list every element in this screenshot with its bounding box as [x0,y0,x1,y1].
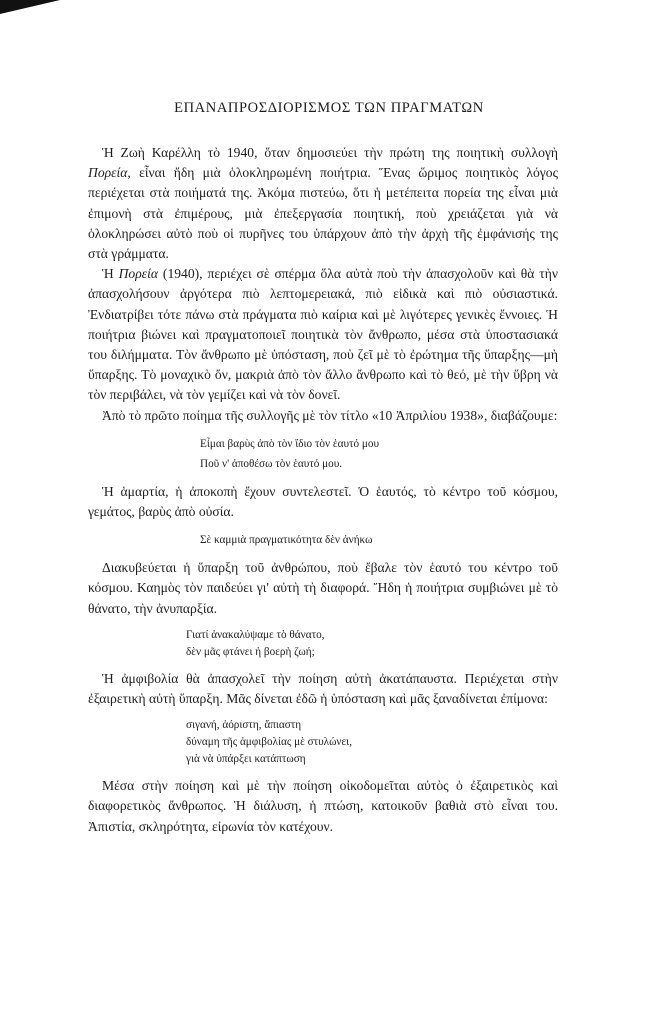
poem-quote-1 [88,434,558,474]
poem-quote-3 [88,627,558,661]
paragraph-4: Ἡ ἁμαρτία, ἡ ἀποκοπὴ ἔχουν συντελεστεῖ. Ὁ ἑαυτός, τὸ κέντρο τοῦ κόσμου, γεμάτος, βαρὺς ἀπὸ οὐσία. [88,483,558,520]
document-page [88,96,558,837]
paragraph-7: Μέσα στὴν ποίηση καὶ μὲ τὴν ποίηση οἰκοδομεῖται αὐτὸς ὁ ἐξαιρετικὸς καὶ διαφορετικὸς ἄνθρωπος. Ἡ διάλυση, ἡ πτώση, κατοικοῦν βαθιὰ στὸ εἶναι του. Ἀπιστία, σκληρότητα, εἰρωνία τὸν κατέχουν. [88,778,558,834]
paragraph-2-italic-title: Πορεία [118,266,159,282]
poem-line: σιγανή, ἀόριστη, ἄπιαστη [186,719,302,732]
paragraph-1 [88,143,558,264]
paragraph-6: Ἡ ἀμφιβολία θὰ ἀπασχολεῖ τὴν ποίηση αὐτὴ ἀκατάπαυστα. Περιέχεται στὴν ἐξαιρετικὴ αὐτὴ ὕπαρξη. Μᾶς δίνεται ἐδῶ ἡ ὑπόσταση καὶ μᾶς ξαναδίνεται ἐπίμονα: [88,670,558,707]
paragraph-1-text-b: , εἶναι ἤδη μιὰ ὁλοκληρωμένη ποιήτρια. Ἕνας ὥριμος ποιητικὸς λόγος περιέχεται στὰ ποιήματά της. Ἀκόμα πιστεύω, ὅτι ἡ μετέπειτα πορεία της εἶναι μιὰ ἐπιμονὴ στὰ ἐπιμέρους, μιὰ ἐπεξεργασία ποιητική, ποὺ χρειάζεται γιὰ νὰ ὁλοκληρώσει αὐτὸ ποὺ οἱ πυρῆνες του ὑπάρχουν ἀπὸ τὴν ἀρχὴ τῆς ἐμφάνισής της στὰ γράμματα. [88,165,558,262]
poem-line: δὲν μᾶς φτάνει ἡ βοερὴ ζωή; [186,645,315,658]
page-title: ΕΠΑΝΑΠΡΟΣΔΙΟΡΙΣΜΟΣ ΤΩΝ ΠΡΑΓΜΑΤΩΝ [174,100,484,116]
poem-line: γιὰ νὰ ὑπάρξει κατάπτωση [186,753,306,766]
paragraph-3: Ἀπὸ τὸ πρῶτο ποίημα τῆς συλλογῆς μὲ τὸν τίτλο «10 Ἀπριλίου 1938», διαβάζουμε: [102,407,558,423]
paragraph-1-italic-title: Πορεία [88,165,128,181]
paragraph-2 [88,264,558,405]
paragraph-2-text-a: Ἡ [102,266,119,282]
paragraph-2-text-b: (1940), περιέχει σὲ σπέρμα ὅλα αὐτὰ ποὺ τὴν ἀπασχολοῦν καὶ θὰ τὴν ἀπασχολήσουν ἀργότερα πιὸ λεπτομερειακά, πιὸ εἰδικὰ καὶ πιὸ οὐσιαστικά. Ἐνδιατρίβει τότε πάνω στὰ πράγματα πιὸ καίρια καὶ μὲ λιγότερες γενικὲς ἔννοιες. Ἡ ποιήτρια βιώνει καὶ πραγματοποιεῖ ποιητικὰ τὸν ἄνθρωπο, μέσα στὰ ὑποστασιακά του διλήμματα. Τὸν ἄνθρωπο μὲ ὑπόσταση, ποὺ ζεῖ μὲ τὸ ἐρώτημα τῆς ὕπαρξης—μὴ ὕπαρξης. Τὸ μοναχικὸ ὄν, μακριὰ ἀπὸ τὸν ἄλλο ἄνθρωπο καὶ τὸ θεό, μὲ τὴν ὕβρη νὰ τὸν περιβάλει, νὰ τὸν γεμίζει καὶ νὰ τὸν δονεῖ. [88,266,558,403]
poem-quote-2 [88,530,558,550]
poem-line: Ποῦ ν' ἀποθέσω τὸν ἑαυτό μου. [200,457,343,470]
poem-quote-4 [88,717,558,768]
poem-line: Σὲ καμμιὰ πραγματικότητα δὲν ἀνήκω [200,534,373,547]
scan-corner-mark [0,0,60,14]
paragraph-5: Διακυβεύεται ἡ ὕπαρξη τοῦ ἀνθρώπου, ποὺ ἔβαλε τὸν ἑαυτό του κέντρο τοῦ κόσμου. Καημὸς τὸν παιδεύει γι' αὐτὴ τὴ διαφορά. Ἤδη ἡ ποιήτρια συμβιώνει μὲ τὸ θάνατο, τὴν ἀνυπαρξία. [88,560,558,616]
poem-line: Εἶμαι βαρὺς ἀπὸ τὸν ἴδιο τὸν ἑαυτό μου [200,437,379,450]
paragraph-1-text-a: Ἡ Ζωὴ Καρέλλη τὸ 1940, ὅταν δημοσιεύει τὴν πρώτη της ποιητικὴ συλλογὴ [102,145,558,160]
poem-line: Γιατί ἀνακαλύψαμε τὸ θάνατο, [186,628,325,641]
poem-line: δύναμη τῆς ἀμφιβολίας μὲ στυλώνει, [186,736,352,749]
